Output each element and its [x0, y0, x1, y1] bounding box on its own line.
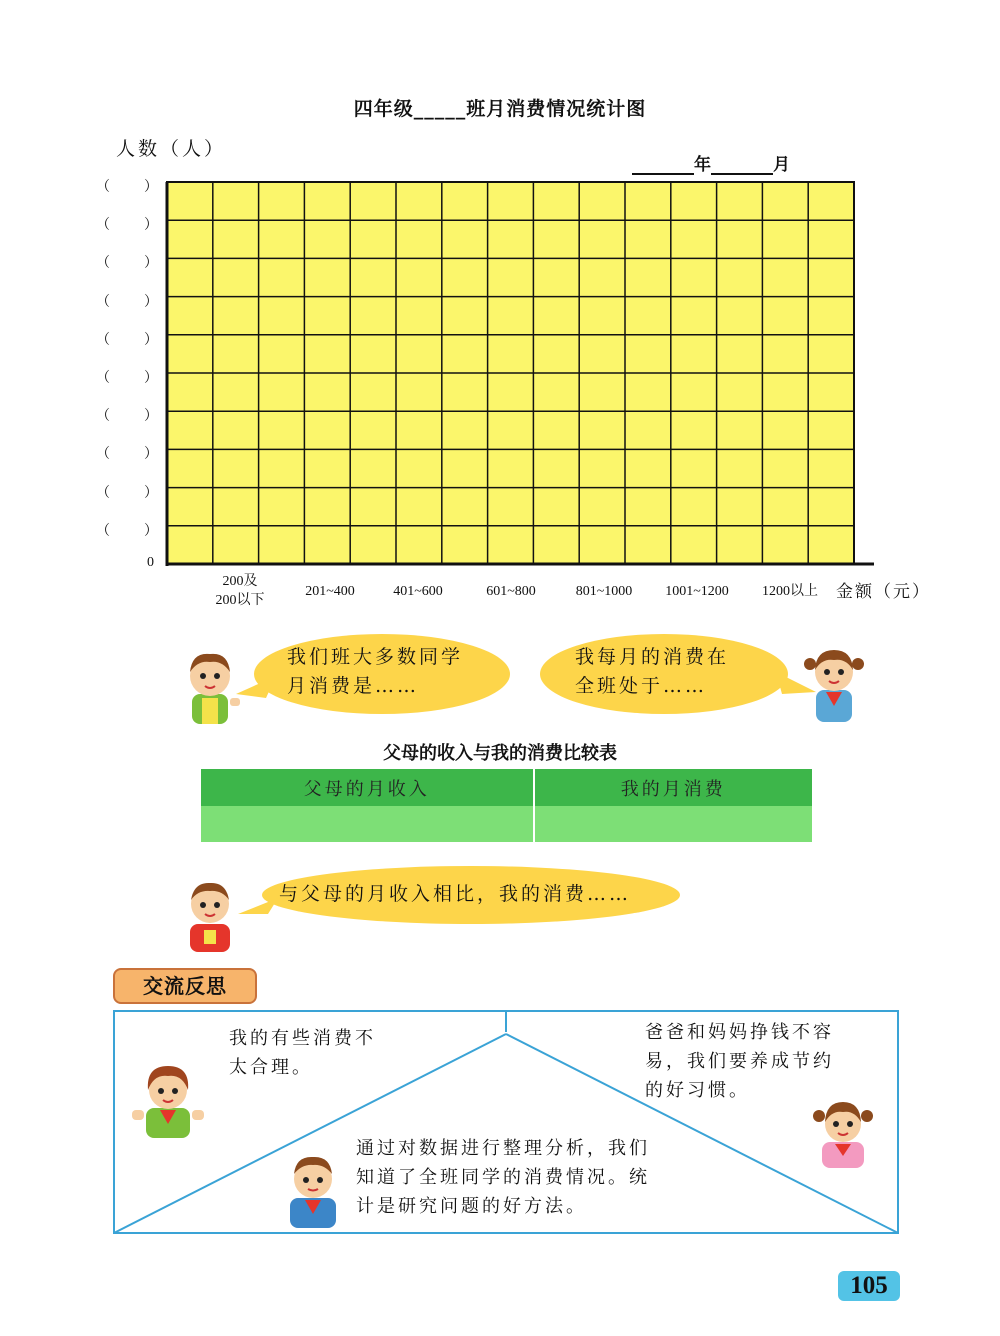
- table-cell-my-spending[interactable]: [534, 806, 812, 842]
- reflection-right-text: 爸爸和妈妈挣钱不容 易，我们要养成节约 的好习惯。: [645, 1022, 834, 1101]
- y-tick-label[interactable]: （ ）: [96, 447, 158, 463]
- table-header-my-spending: 我的月消费: [534, 769, 812, 806]
- x-category-label: 1200以上: [762, 584, 818, 599]
- table-header-parents-income: 父母的月收入: [201, 769, 534, 806]
- table-cell-parents-income[interactable]: [201, 806, 534, 842]
- y-axis-label: 人数（人）: [116, 138, 227, 160]
- y-tick-label[interactable]: （ ）: [96, 409, 158, 425]
- girl-illustration-2: [130, 1060, 208, 1140]
- chart-title: 四年级_____班月消费情况统计图: [353, 98, 647, 120]
- x-category-label: 801~1000: [575, 584, 633, 599]
- reflection-center-text: 通过对数据进行整理分析，我们 知道了全班同学的消费情况。统 计是研究问题的好方法。: [356, 1138, 650, 1217]
- y-tick-label[interactable]: （ ）: [96, 523, 158, 539]
- y-tick-label[interactable]: （ ）: [96, 256, 158, 272]
- page-number: 105: [838, 1271, 900, 1301]
- date-blank: 年 月: [632, 150, 790, 175]
- comparison-table: [201, 769, 812, 842]
- comparison-table-title: 父母的收入与我的消费比较表: [383, 743, 617, 764]
- y-tick-label[interactable]: （ ）: [96, 485, 158, 501]
- reflection-left-text: 我的有些消费不 太合理。: [229, 1028, 376, 1078]
- y-tick-label[interactable]: （ ）: [96, 371, 158, 386]
- y-tick-label[interactable]: （ ）: [96, 180, 158, 195]
- bubble-text-boy-1: 我们班大多数同学 月消费是……: [287, 646, 464, 697]
- bubble-text-boy-2: 与父母的月收入相比，我的消费……: [279, 883, 632, 905]
- bar-chart-grid: [150, 172, 880, 572]
- section-tag-reflection: 交流反思: [113, 968, 257, 1004]
- y-tick-label[interactable]: （ ）: [96, 332, 158, 348]
- bubble-text-girl-1: 我每月的消费在 全班处于……: [575, 646, 730, 697]
- x-category-label: 200及 200以下: [215, 574, 265, 608]
- boy-illustration-2: [178, 878, 246, 954]
- girl-illustration-3: [806, 1096, 880, 1170]
- x-axis-label: 金额（元）: [836, 582, 931, 602]
- table-row: [201, 806, 812, 842]
- x-category-label: 201~400: [305, 584, 355, 599]
- x-category-label: 401~600: [393, 584, 443, 599]
- x-category-label: 601~800: [486, 584, 536, 599]
- boy-illustration-3: [280, 1152, 346, 1228]
- y-tick-label[interactable]: （ ）: [96, 218, 158, 234]
- girl-illustration-1: [800, 640, 868, 724]
- y-zero-label: 0: [147, 555, 154, 570]
- x-category-label: 1001~1200: [665, 584, 729, 599]
- y-tick-label[interactable]: （ ）: [96, 294, 158, 310]
